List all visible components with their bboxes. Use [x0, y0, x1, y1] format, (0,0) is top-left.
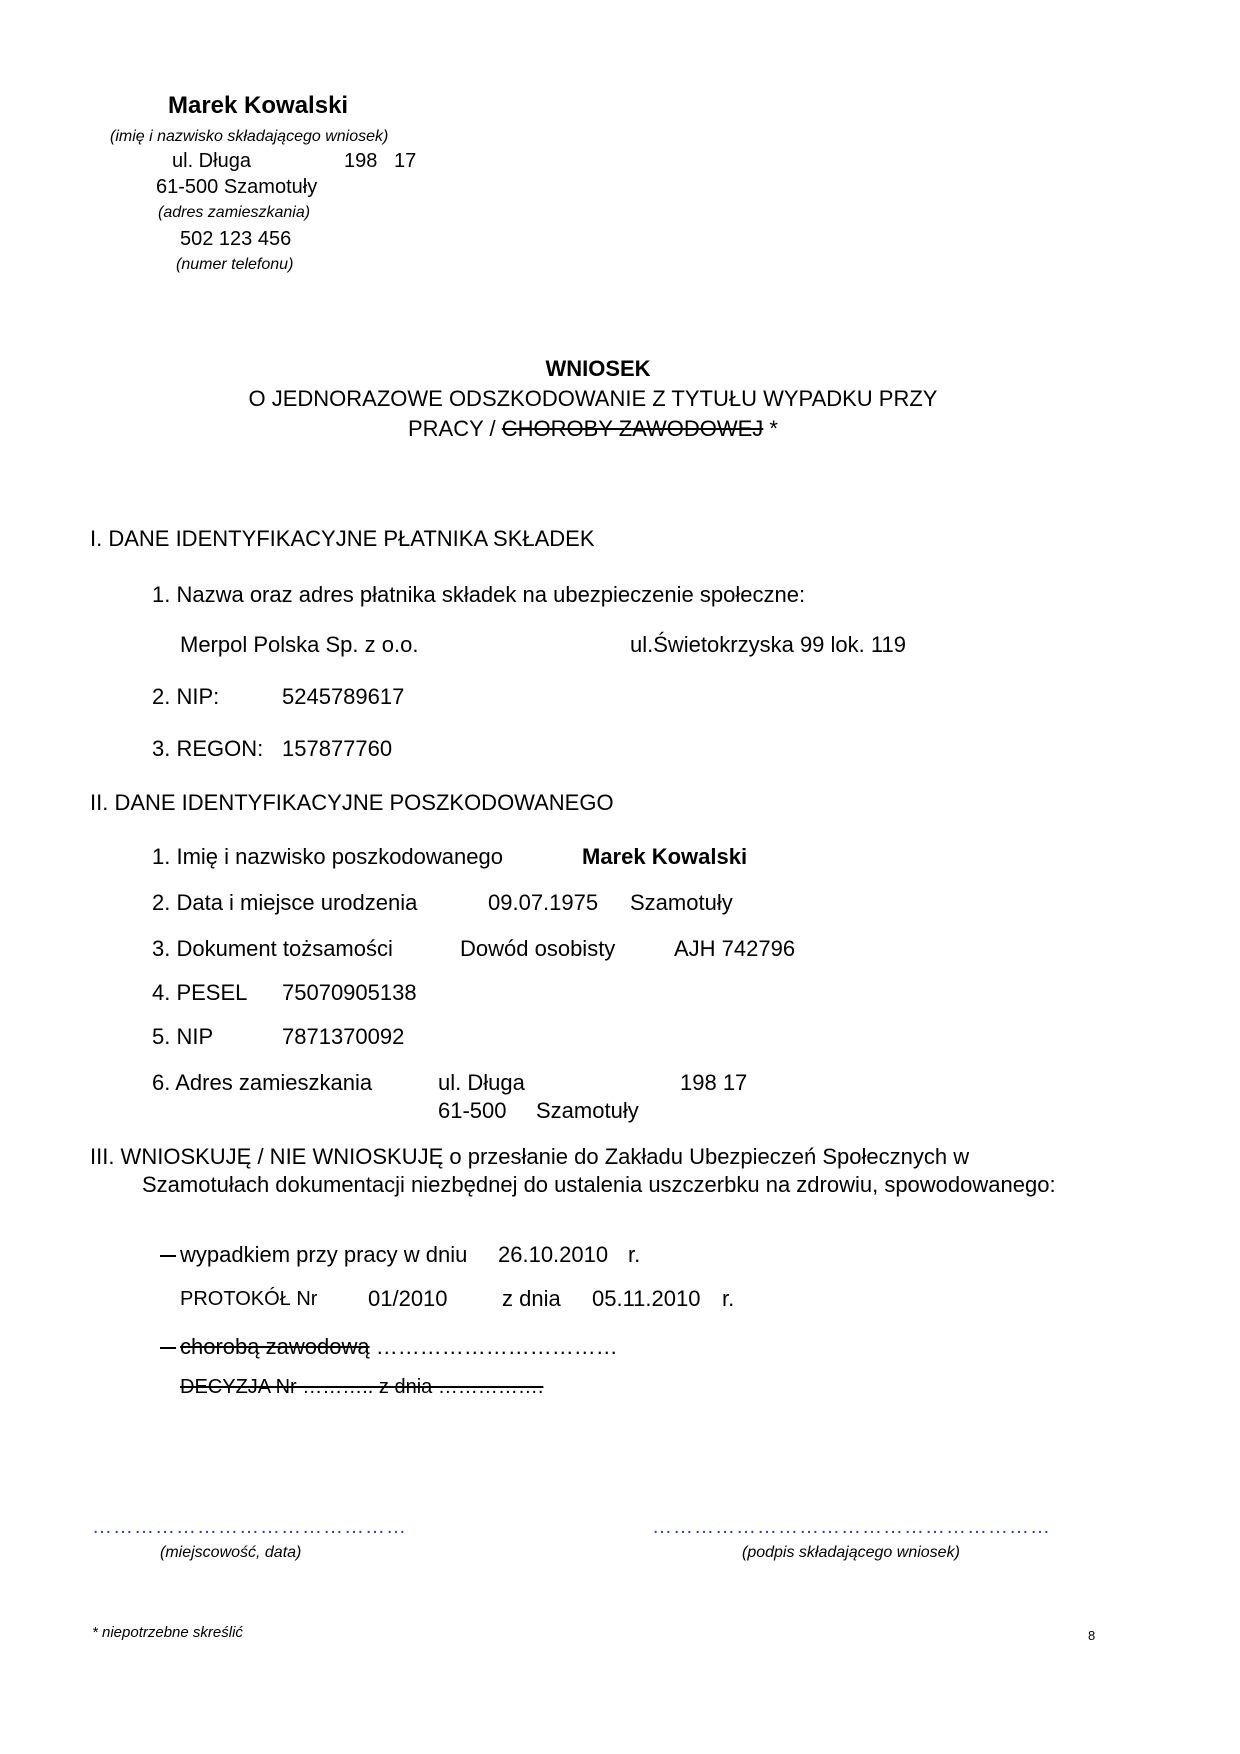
- disease-dots: ……………………………: [375, 1334, 618, 1359]
- section1-item2-label: 2. NIP:: [152, 684, 220, 709]
- footnote: * niepotrzebne skreślić: [92, 1624, 243, 1641]
- applicant-flat: 17: [394, 150, 417, 172]
- title-line2-struck: CHOROBY ZAWODOWEJ: [501, 416, 764, 441]
- place-date-line: ………………………………………: [92, 1516, 407, 1538]
- section2-item1-label: 1. Imię i nazwisko poszkodowanego: [152, 844, 503, 869]
- applicant-house: 198: [344, 150, 378, 172]
- protocol-label: PROTOKÓŁ Nr: [180, 1288, 318, 1310]
- disease-label: chorobą zawodową: [180, 1334, 370, 1359]
- injured-city: Szamotuły: [536, 1098, 639, 1123]
- injured-name: Marek Kowalski: [582, 844, 748, 869]
- title-line2-suffix: *: [763, 416, 778, 441]
- section1-heading: I. DANE IDENTYFIKACYJNE PŁATNIKA SKŁADEK: [90, 526, 595, 551]
- injured-nip: 7871370092: [282, 1024, 405, 1049]
- protocol-from: z dnia: [502, 1286, 561, 1311]
- section1-item3-label: 3. REGON:: [152, 736, 264, 761]
- section2-item3-label: 3. Dokument tożsamości: [152, 936, 393, 961]
- section1-item1-label: 1. Nazwa oraz adres płatnika składek na ubezpieczenie społeczne:: [152, 582, 806, 607]
- section2-item6-label: 6. Adres zamieszkania: [152, 1070, 373, 1095]
- section2-item2-label: 2. Data i miejsce urodzenia: [152, 890, 418, 915]
- title-line2-prefix: PRACY /: [408, 416, 502, 441]
- birth-date: 09.07.1975: [488, 890, 599, 915]
- place-date-caption: (miejscowość, data): [160, 1544, 302, 1561]
- injured-street: ul. Długa: [438, 1070, 525, 1095]
- doc-number: AJH 742796: [674, 936, 796, 961]
- accident-line: [160, 1242, 467, 1268]
- applicant-phone: 502 123 456: [180, 228, 292, 250]
- decision-text: DECYZJA Nr ……….. z dnia …………….: [180, 1376, 544, 1398]
- protocol-number: 01/2010: [368, 1286, 448, 1311]
- doc-type: Dowód osobisty: [460, 936, 616, 961]
- section2-item4-label: 4. PESEL: [152, 980, 248, 1005]
- applicant-name-caption: (imię i nazwisko składającego wniosek): [110, 128, 389, 145]
- section2-heading: II. DANE IDENTYFIKACYJNE POSZKODOWANEGO: [90, 790, 614, 815]
- phone-caption: (numer telefonu): [176, 256, 294, 273]
- title-line1: O JEDNORAZOWE ODSZKODOWANIE Z TYTUŁU WYPADKU PRZY: [248, 386, 938, 411]
- applicant-city: 61-500 Szamotuły: [156, 176, 318, 198]
- payer-regon: 157877760: [282, 736, 393, 761]
- payer-nip: 5245789617: [282, 684, 405, 709]
- payer-name: Merpol Polska Sp. z o.o.: [180, 632, 419, 657]
- disease-line: [160, 1334, 618, 1360]
- section3-line2: Szamotułach dokumentacji niezbędnej do ustalenia uszczerbku na zdrowiu, spowodowanego:: [142, 1172, 1056, 1197]
- payer-address: ul.Świetokrzyska 99 lok. 119: [630, 632, 906, 657]
- accident-date: 26.10.2010: [498, 1242, 609, 1267]
- injured-house-flat: 198 17: [680, 1070, 748, 1095]
- protocol-date: 05.11.2010: [592, 1286, 701, 1311]
- title-line2: [0, 416, 1186, 442]
- accident-label: wypadkiem przy pracy w dniu: [180, 1242, 468, 1267]
- dash-bullet: [160, 1347, 176, 1349]
- pesel: 75070905138: [282, 980, 417, 1005]
- applicant-name: Marek Kowalski: [168, 92, 349, 119]
- accident-suffix: r.: [628, 1242, 641, 1267]
- title-main: WNIOSEK: [545, 356, 651, 381]
- signature-caption: (podpis składającego wniosek): [742, 1544, 960, 1561]
- applicant-street: ul. Długa: [172, 150, 251, 172]
- page-number: 8: [1088, 1628, 1096, 1643]
- injured-postcode: 61-500: [438, 1098, 507, 1123]
- birth-place: Szamotuły: [630, 890, 733, 915]
- section3-line1: III. WNIOSKUJĘ / NIE WNIOSKUJĘ o przesłanie do Zakładu Ubezpieczeń Społecznych w: [90, 1144, 970, 1169]
- dash-bullet: [160, 1255, 176, 1257]
- signature-line: …………………………………………………: [652, 1516, 1051, 1538]
- protocol-suffix: r.: [722, 1286, 735, 1311]
- address-caption: (adres zamieszkania): [158, 204, 311, 221]
- section2-item5-label: 5. NIP: [152, 1024, 214, 1049]
